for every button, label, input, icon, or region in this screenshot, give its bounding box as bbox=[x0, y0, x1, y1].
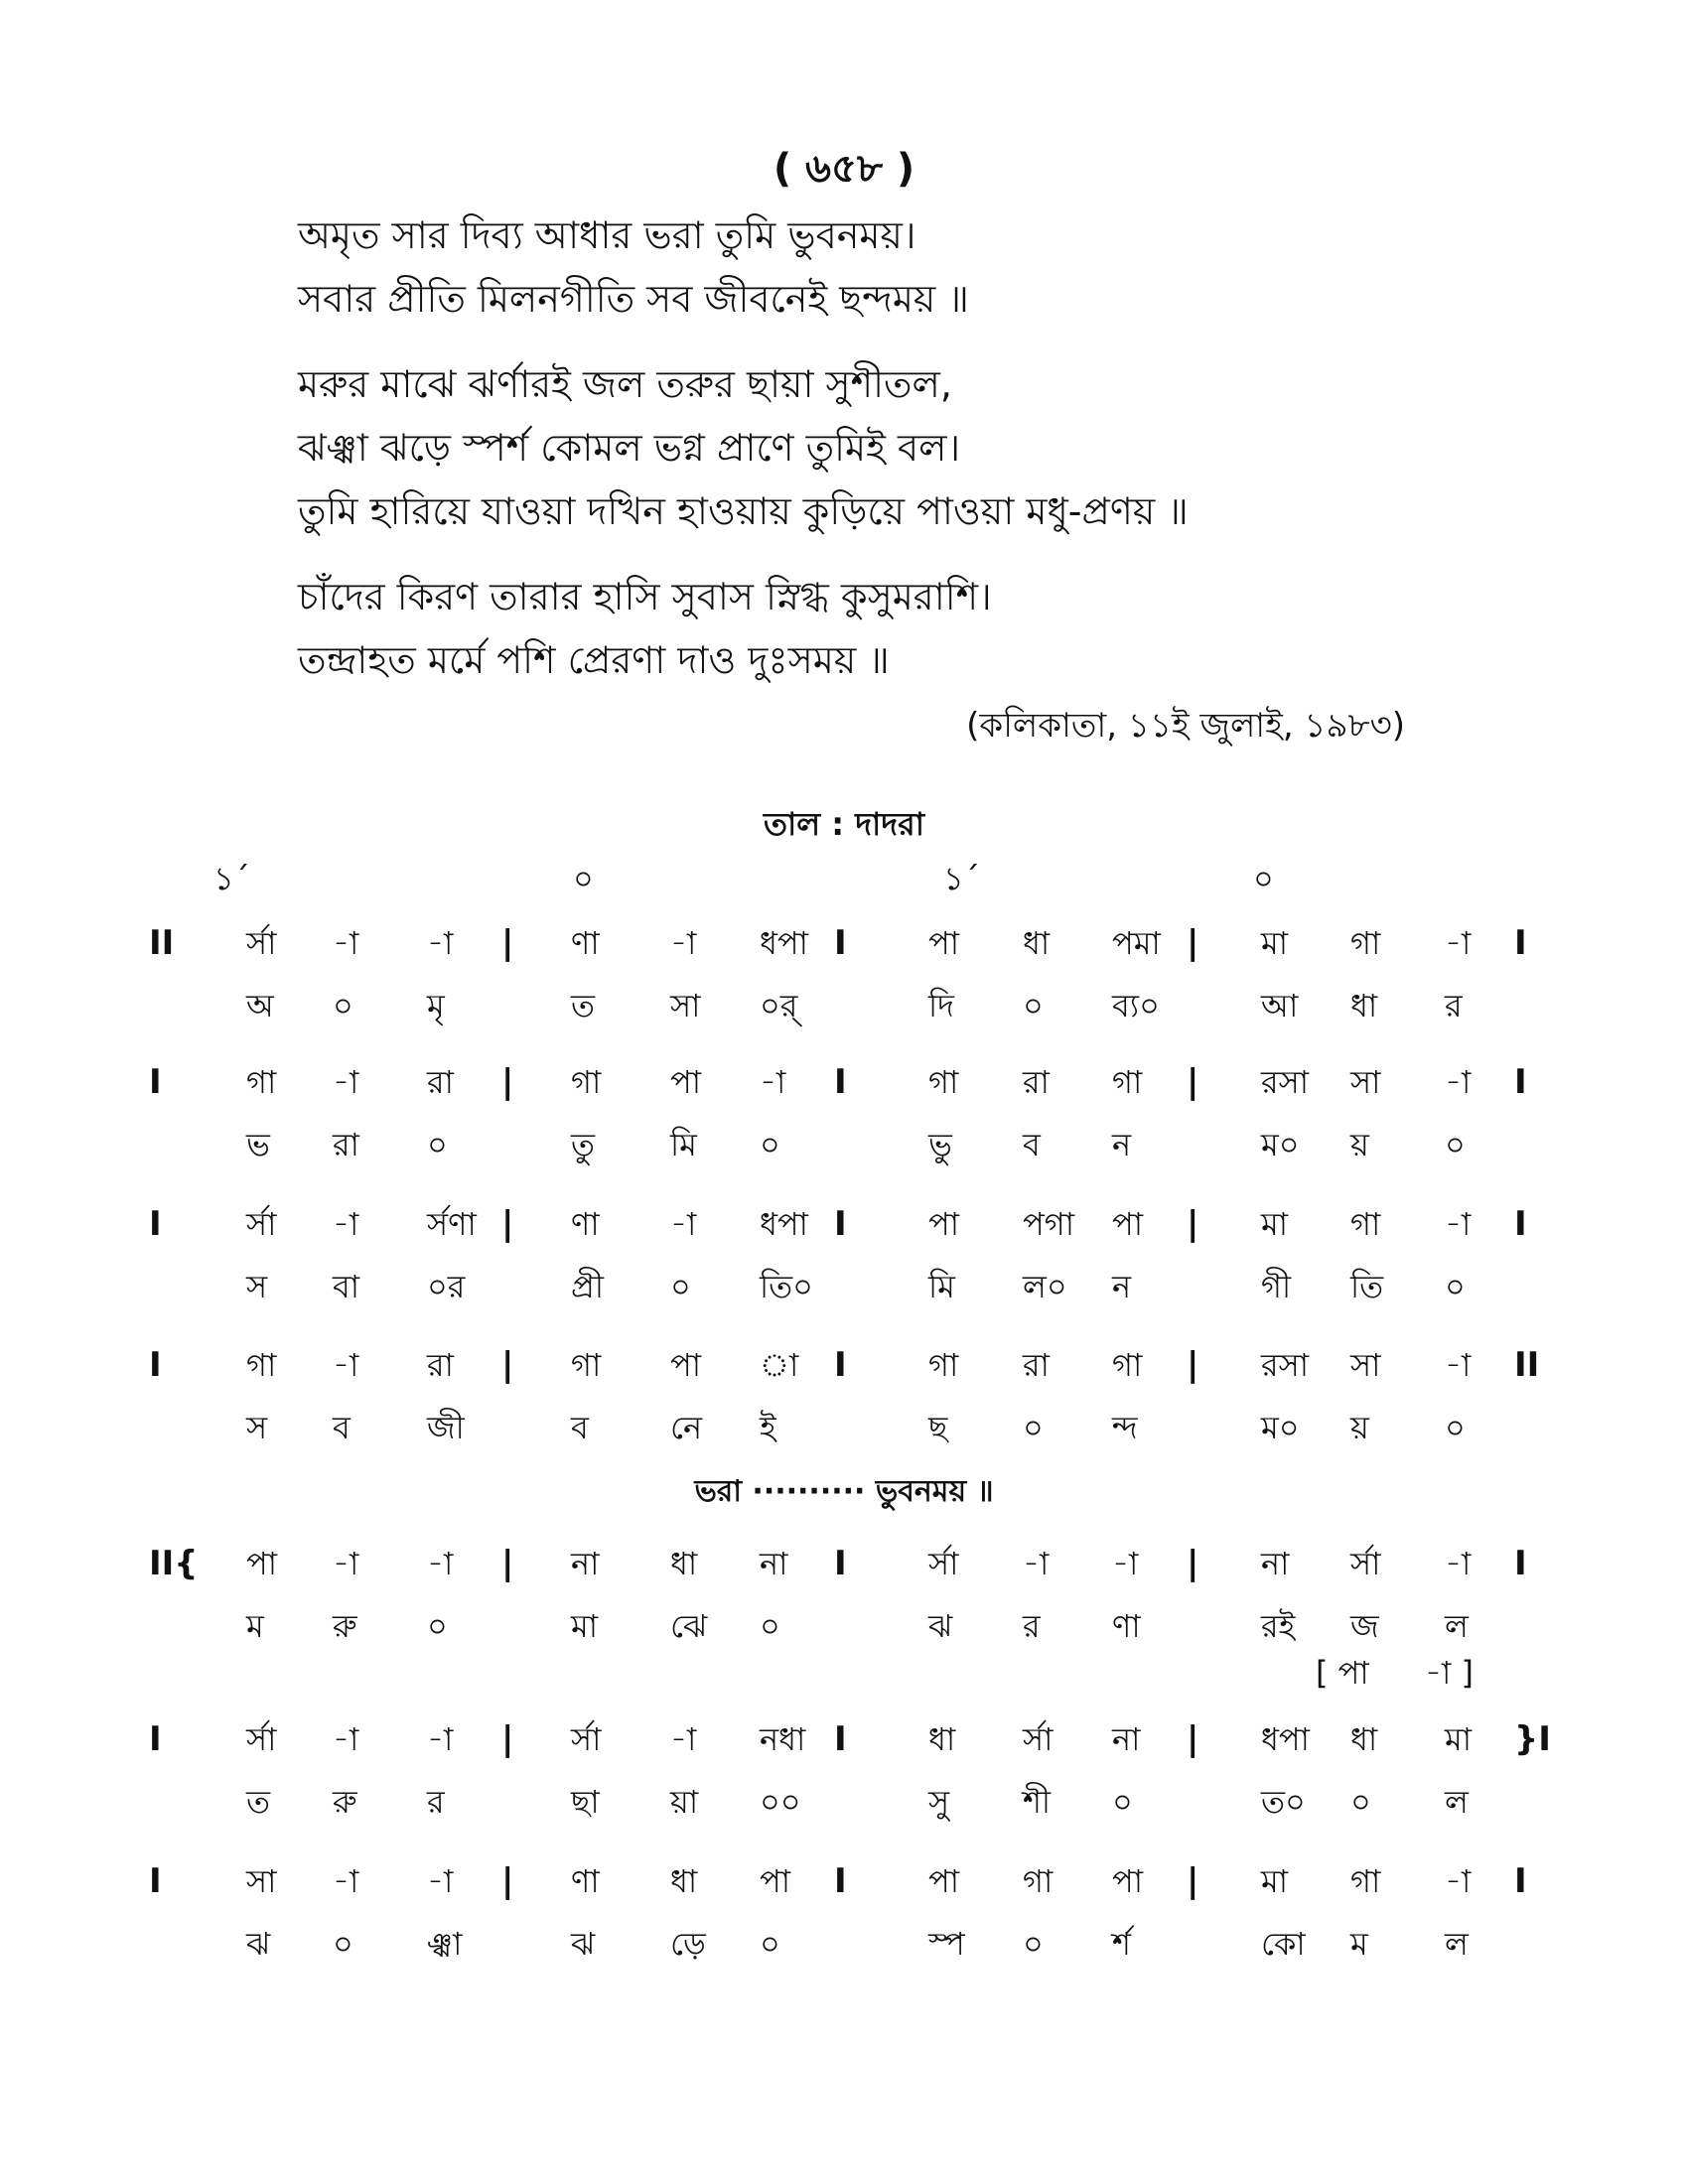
bar-line: II bbox=[1514, 1345, 1540, 1385]
bar-line: }I bbox=[1514, 1719, 1551, 1759]
lyric-syllable: তি bbox=[1350, 1268, 1384, 1305]
lyric-syllable: ব bbox=[333, 1409, 351, 1446]
bar-line: | bbox=[1187, 1062, 1199, 1102]
swara-note: রা bbox=[427, 1346, 454, 1384]
swara-note: া bbox=[760, 1346, 799, 1384]
lyric-syllable: মি bbox=[670, 1126, 697, 1163]
lyric-syllable: ঝ bbox=[571, 1925, 596, 1963]
lyric-syllable: ধা bbox=[1350, 987, 1378, 1024]
swara-note: -া bbox=[1445, 924, 1472, 962]
swara-note: রা bbox=[1023, 1346, 1050, 1384]
swara-note: মা bbox=[1261, 1862, 1289, 1900]
page-number: ( ৬৫৮ ) bbox=[773, 146, 915, 192]
swara-note: -া bbox=[333, 1063, 359, 1101]
swara-note: মা bbox=[1261, 924, 1289, 962]
bar-line: | bbox=[1187, 923, 1199, 963]
swara-note: গা bbox=[928, 1346, 959, 1384]
lyric-syllable: ০ bbox=[1445, 1409, 1466, 1446]
lyric-syllable: আ bbox=[1261, 987, 1299, 1024]
swara-note: গা bbox=[928, 1063, 959, 1101]
bar-line: | bbox=[1187, 1861, 1199, 1901]
swara-note: গা bbox=[246, 1063, 277, 1101]
swara-note: -া bbox=[427, 1720, 454, 1758]
swara-note: রসা bbox=[1261, 1346, 1310, 1384]
swara-note: নধা bbox=[760, 1720, 806, 1758]
bar-line: I bbox=[834, 1062, 847, 1102]
swara-note: পগা bbox=[1023, 1205, 1074, 1243]
bar-line: | bbox=[1187, 1544, 1199, 1583]
lyric-syllable: ০ bbox=[760, 1925, 780, 1963]
lyric-syllable: ন bbox=[1112, 1126, 1132, 1163]
lyric-line: তন্দ্রাহত মর্মে পশি প্রেরণা দাও দুঃসময় ॥ bbox=[298, 638, 890, 682]
alternate-note: [ পা bbox=[1316, 1654, 1369, 1692]
swara-note: -া bbox=[333, 1205, 359, 1243]
swara-note: পা bbox=[1112, 1205, 1144, 1243]
lyric-syllable: ঝে bbox=[670, 1607, 708, 1645]
swara-note: ণা bbox=[571, 924, 600, 962]
lyric-syllable: ম০ bbox=[1261, 1409, 1300, 1446]
swara-note: মা bbox=[1261, 1205, 1289, 1243]
swara-note: ধপা bbox=[760, 1205, 808, 1243]
swara-note: ধা bbox=[928, 1720, 956, 1758]
swara-note: র্সা bbox=[928, 1545, 959, 1582]
swara-note: গা bbox=[1023, 1862, 1054, 1900]
bar-line: I bbox=[1514, 1861, 1527, 1901]
lyric-line: অমৃত সার দিব্য আধার ভরা তুমি ভুবনময়। bbox=[298, 213, 916, 257]
swara-note: গা bbox=[571, 1063, 602, 1101]
bar-line: I bbox=[834, 1719, 847, 1759]
lyric-syllable: ০র bbox=[427, 1268, 466, 1305]
bar-line: | bbox=[501, 1345, 514, 1385]
bar-line: | bbox=[501, 923, 514, 963]
lyric-syllable: ম০ bbox=[1261, 1126, 1300, 1163]
lyric-syllable: জী bbox=[427, 1409, 465, 1446]
swara-note: -া bbox=[427, 1545, 454, 1582]
swara-note: পা bbox=[928, 1205, 960, 1243]
tala-heading: তাল : দাদরা bbox=[764, 805, 924, 843]
bar-line: I bbox=[149, 1062, 162, 1102]
swara-note: ণা bbox=[571, 1205, 600, 1243]
lyric-syllable: স bbox=[246, 1409, 268, 1446]
lyric-syllable: ০ bbox=[427, 1607, 448, 1645]
swara-note: -া bbox=[1445, 1862, 1472, 1900]
lyric-syllable: ঞ্ঝা bbox=[427, 1925, 463, 1963]
swara-note: ধা bbox=[1023, 924, 1051, 962]
lyric-syllable: ত০ bbox=[1261, 1783, 1306, 1821]
swara-note: পা bbox=[760, 1862, 791, 1900]
lyric-syllable: ছা bbox=[571, 1783, 600, 1821]
bar-line: | bbox=[501, 1544, 514, 1583]
bar-line: I bbox=[149, 1345, 162, 1385]
swara-note: গা bbox=[1350, 924, 1381, 962]
lyric-syllable: স্প bbox=[928, 1925, 965, 1963]
lyric-syllable: ঝ bbox=[246, 1925, 271, 1963]
swara-note: -া bbox=[427, 924, 454, 962]
composition-place-date: (কলিকাতা, ১১ই জুলাই, ১৯৮৩) bbox=[966, 706, 1405, 746]
lyric-syllable: রা bbox=[333, 1126, 359, 1163]
bar-line: I bbox=[149, 1204, 162, 1244]
swara-note: -া bbox=[1445, 1545, 1472, 1582]
bar-line: II{ bbox=[149, 1544, 199, 1583]
lyric-syllable: মি bbox=[928, 1268, 955, 1305]
swara-note: না bbox=[1261, 1545, 1290, 1582]
swara-note: -া bbox=[1112, 1545, 1139, 1582]
bar-line: | bbox=[1187, 1719, 1199, 1759]
lyric-syllable: ০ bbox=[1023, 987, 1044, 1024]
swara-note: রসা bbox=[1261, 1063, 1310, 1101]
lyric-syllable: ০ bbox=[760, 1126, 780, 1163]
lyric-syllable: রু bbox=[333, 1607, 357, 1645]
bar-line: I bbox=[834, 1345, 847, 1385]
lyric-syllable: র্শ bbox=[1112, 1925, 1131, 1963]
lyric-syllable: ০ bbox=[333, 987, 353, 1024]
lyric-syllable: ০ bbox=[1350, 1783, 1371, 1821]
bar-line: I bbox=[149, 1719, 162, 1759]
lyric-syllable: ০০ bbox=[760, 1783, 801, 1821]
swara-note: পা bbox=[1112, 1862, 1144, 1900]
lyric-line: ঝঞ্ঝা ঝড়ে স্পর্শ কোমল ভগ্ন প্রাণে তুমিই বল। bbox=[298, 426, 961, 470]
swara-note: গা bbox=[1350, 1862, 1381, 1900]
beat-marker: ১´ bbox=[943, 860, 980, 897]
lyric-syllable: র bbox=[1023, 1607, 1041, 1645]
lyric-syllable: ব bbox=[571, 1409, 589, 1446]
bar-line: I bbox=[1514, 1544, 1527, 1583]
lyric-syllable: ০ bbox=[427, 1126, 448, 1163]
bar-line: | bbox=[1187, 1345, 1199, 1385]
swara-note: পা bbox=[928, 924, 960, 962]
beat-marker: ০ bbox=[1253, 860, 1274, 897]
bar-line: I bbox=[149, 1861, 162, 1901]
swara-note: গা bbox=[1112, 1063, 1143, 1101]
swara-note: -া bbox=[333, 1720, 359, 1758]
swara-note: -া bbox=[670, 924, 697, 962]
swara-note: রা bbox=[1023, 1063, 1050, 1101]
lyric-syllable: র bbox=[1445, 987, 1463, 1024]
repeat-instruction: ভরা ·········· ভুবনময় ॥ bbox=[694, 1474, 994, 1509]
lyric-syllable: ল bbox=[1445, 1607, 1469, 1645]
lyric-syllable: ভু bbox=[928, 1126, 952, 1163]
stanza bbox=[298, 352, 1489, 543]
swara-note: -া bbox=[1445, 1063, 1472, 1101]
bar-line: | bbox=[501, 1204, 514, 1244]
swara-note: -া bbox=[333, 1862, 359, 1900]
swara-note: -া bbox=[670, 1205, 697, 1243]
swara-note: সা bbox=[1350, 1063, 1381, 1101]
swara-note: পা bbox=[670, 1063, 702, 1101]
lyric-syllable: জ bbox=[1350, 1607, 1379, 1645]
swara-note: গা bbox=[1350, 1205, 1381, 1243]
lyric-syllable: ০ bbox=[1023, 1925, 1044, 1963]
lyric-line: সবার প্রীতি মিলনগীতি সব জীবনেই ছন্দময় ॥ bbox=[298, 277, 969, 321]
lyric-syllable: সু bbox=[928, 1783, 950, 1821]
lyric-syllable: য় bbox=[1350, 1126, 1369, 1163]
lyric-syllable: মা bbox=[571, 1607, 599, 1645]
swara-note: ধা bbox=[1350, 1720, 1378, 1758]
bar-line: I bbox=[1514, 1062, 1527, 1102]
swara-note: র্সা bbox=[246, 1720, 277, 1758]
bar-line: | bbox=[501, 1062, 514, 1102]
lyric-syllable: ০ bbox=[1445, 1268, 1466, 1305]
lyric-syllable: য়া bbox=[670, 1783, 699, 1821]
lyric-syllable: ০ bbox=[1445, 1126, 1466, 1163]
swara-note: -া bbox=[333, 1545, 359, 1582]
lyric-syllable: ছ bbox=[928, 1409, 948, 1446]
lyric-syllable: কো bbox=[1261, 1925, 1306, 1963]
bar-line: I bbox=[834, 1204, 847, 1244]
swara-note: র্সা bbox=[1350, 1545, 1381, 1582]
lyric-syllable: ব bbox=[1023, 1126, 1041, 1163]
lyric-syllable: রই bbox=[1261, 1607, 1296, 1645]
beat-marker: ০ bbox=[573, 860, 594, 897]
swara-note: -া bbox=[1445, 1205, 1472, 1243]
swara-note: গা bbox=[246, 1346, 277, 1384]
lyric-syllable: স bbox=[246, 1268, 268, 1305]
swara-note: ণা bbox=[571, 1862, 600, 1900]
lyric-syllable: বা bbox=[333, 1268, 360, 1305]
swara-note: র্সণা bbox=[427, 1205, 477, 1243]
lyric-line: মরুর মাঝে ঝর্ণারই জল তরুর ছায়া সুশীতল, bbox=[298, 362, 952, 406]
bar-line: I bbox=[834, 923, 847, 963]
lyric-syllable: ড়ে bbox=[670, 1925, 706, 1963]
lyric-syllable: প্রী bbox=[571, 1268, 605, 1305]
lyric-syllable: তি০ bbox=[760, 1268, 813, 1305]
lyric-syllable: র bbox=[427, 1783, 445, 1821]
lyric-syllable: ০ bbox=[333, 1925, 353, 1963]
lyric-syllable: ল bbox=[1445, 1925, 1469, 1963]
lyric-syllable: ত bbox=[571, 987, 596, 1024]
swara-note: র্সা bbox=[246, 1205, 277, 1243]
swara-note: না bbox=[1112, 1720, 1141, 1758]
lyric-syllable: ম bbox=[1350, 1925, 1368, 1963]
beat-marker: ১´ bbox=[213, 860, 250, 897]
lyric-syllable: ম bbox=[246, 1607, 264, 1645]
lyric-syllable: ণা bbox=[1112, 1607, 1141, 1645]
swara-note: না bbox=[571, 1545, 600, 1582]
bar-line: | bbox=[1187, 1204, 1199, 1244]
swara-note: -া bbox=[1023, 1545, 1050, 1582]
lyric-syllable: ব্য০ bbox=[1112, 987, 1160, 1024]
lyric-syllable: ঝ bbox=[928, 1607, 953, 1645]
lyric-syllable: মৃ bbox=[427, 987, 445, 1024]
alternate-note: -া ] bbox=[1425, 1654, 1474, 1692]
bar-line: II bbox=[149, 923, 175, 963]
swara-note: ধপা bbox=[1261, 1720, 1310, 1758]
stanza bbox=[298, 565, 1489, 692]
lyric-syllable: ০ bbox=[760, 1607, 780, 1645]
lyric-syllable: ০র্ bbox=[760, 987, 798, 1024]
lyrics-block bbox=[298, 204, 1489, 714]
lyric-syllable: ০ bbox=[670, 1268, 691, 1305]
lyric-syllable: সা bbox=[670, 987, 701, 1024]
lyric-syllable: শী bbox=[1023, 1783, 1052, 1821]
swara-note: মা bbox=[1445, 1720, 1473, 1758]
swara-note: না bbox=[760, 1545, 788, 1582]
swara-note: -া bbox=[333, 924, 359, 962]
lyric-syllable: ল bbox=[1445, 1783, 1469, 1821]
swara-note: রা bbox=[427, 1063, 454, 1101]
swara-note: পমা bbox=[1112, 924, 1161, 962]
lyric-syllable: গী bbox=[1261, 1268, 1292, 1305]
bar-line: I bbox=[834, 1544, 847, 1583]
lyric-syllable: দি bbox=[928, 987, 954, 1024]
lyric-syllable: অ bbox=[246, 987, 274, 1024]
bar-line: I bbox=[1514, 923, 1527, 963]
stanza bbox=[298, 204, 1489, 331]
lyric-syllable: ন্দ bbox=[1112, 1409, 1138, 1446]
lyric-syllable: ০ bbox=[1023, 1409, 1044, 1446]
swara-note: পা bbox=[928, 1862, 960, 1900]
lyric-syllable: ভ bbox=[246, 1126, 270, 1163]
swara-note: -া bbox=[760, 1063, 786, 1101]
swara-note: র্সা bbox=[1023, 1720, 1054, 1758]
lyric-syllable: ত bbox=[246, 1783, 271, 1821]
lyric-line: চাঁদের কিরণ তারার হাসি সুবাস স্নিগ্ধ কুসুমরাশি। bbox=[298, 575, 992, 618]
swara-note: ধা bbox=[670, 1545, 698, 1582]
swara-note: ধা bbox=[670, 1862, 698, 1900]
lyric-syllable: য় bbox=[1350, 1409, 1369, 1446]
swara-note: সা bbox=[1350, 1346, 1381, 1384]
bar-line: I bbox=[1514, 1204, 1527, 1244]
lyric-syllable: তু bbox=[571, 1126, 596, 1163]
swara-note: -া bbox=[333, 1346, 359, 1384]
swara-note: সা bbox=[246, 1862, 277, 1900]
swara-note: -া bbox=[427, 1862, 454, 1900]
swara-note: ধপা bbox=[760, 924, 808, 962]
lyric-syllable: ন bbox=[1112, 1268, 1132, 1305]
bar-line: | bbox=[501, 1719, 514, 1759]
swara-note: গা bbox=[1112, 1346, 1143, 1384]
lyric-syllable: ল০ bbox=[1023, 1268, 1067, 1305]
lyric-syllable: ০ bbox=[1112, 1783, 1133, 1821]
swara-note: র্সা bbox=[246, 924, 277, 962]
swara-note: -া bbox=[1445, 1346, 1472, 1384]
lyric-syllable: নে bbox=[670, 1409, 703, 1446]
bar-line: | bbox=[501, 1861, 514, 1901]
bar-line: I bbox=[834, 1861, 847, 1901]
swara-note: -া bbox=[670, 1720, 697, 1758]
swara-note: পা bbox=[246, 1545, 278, 1582]
lyric-syllable: রু bbox=[333, 1783, 357, 1821]
swara-note: পা bbox=[670, 1346, 702, 1384]
lyric-line: তুমি হারিয়ে যাওয়া দখিন হাওয়ায় কুড়িয়ে পাওয়া মধু-প্রণয় ॥ bbox=[298, 489, 1189, 533]
swara-note: র্সা bbox=[571, 1720, 602, 1758]
lyric-syllable: ই bbox=[760, 1409, 776, 1446]
swara-note: গা bbox=[571, 1346, 602, 1384]
